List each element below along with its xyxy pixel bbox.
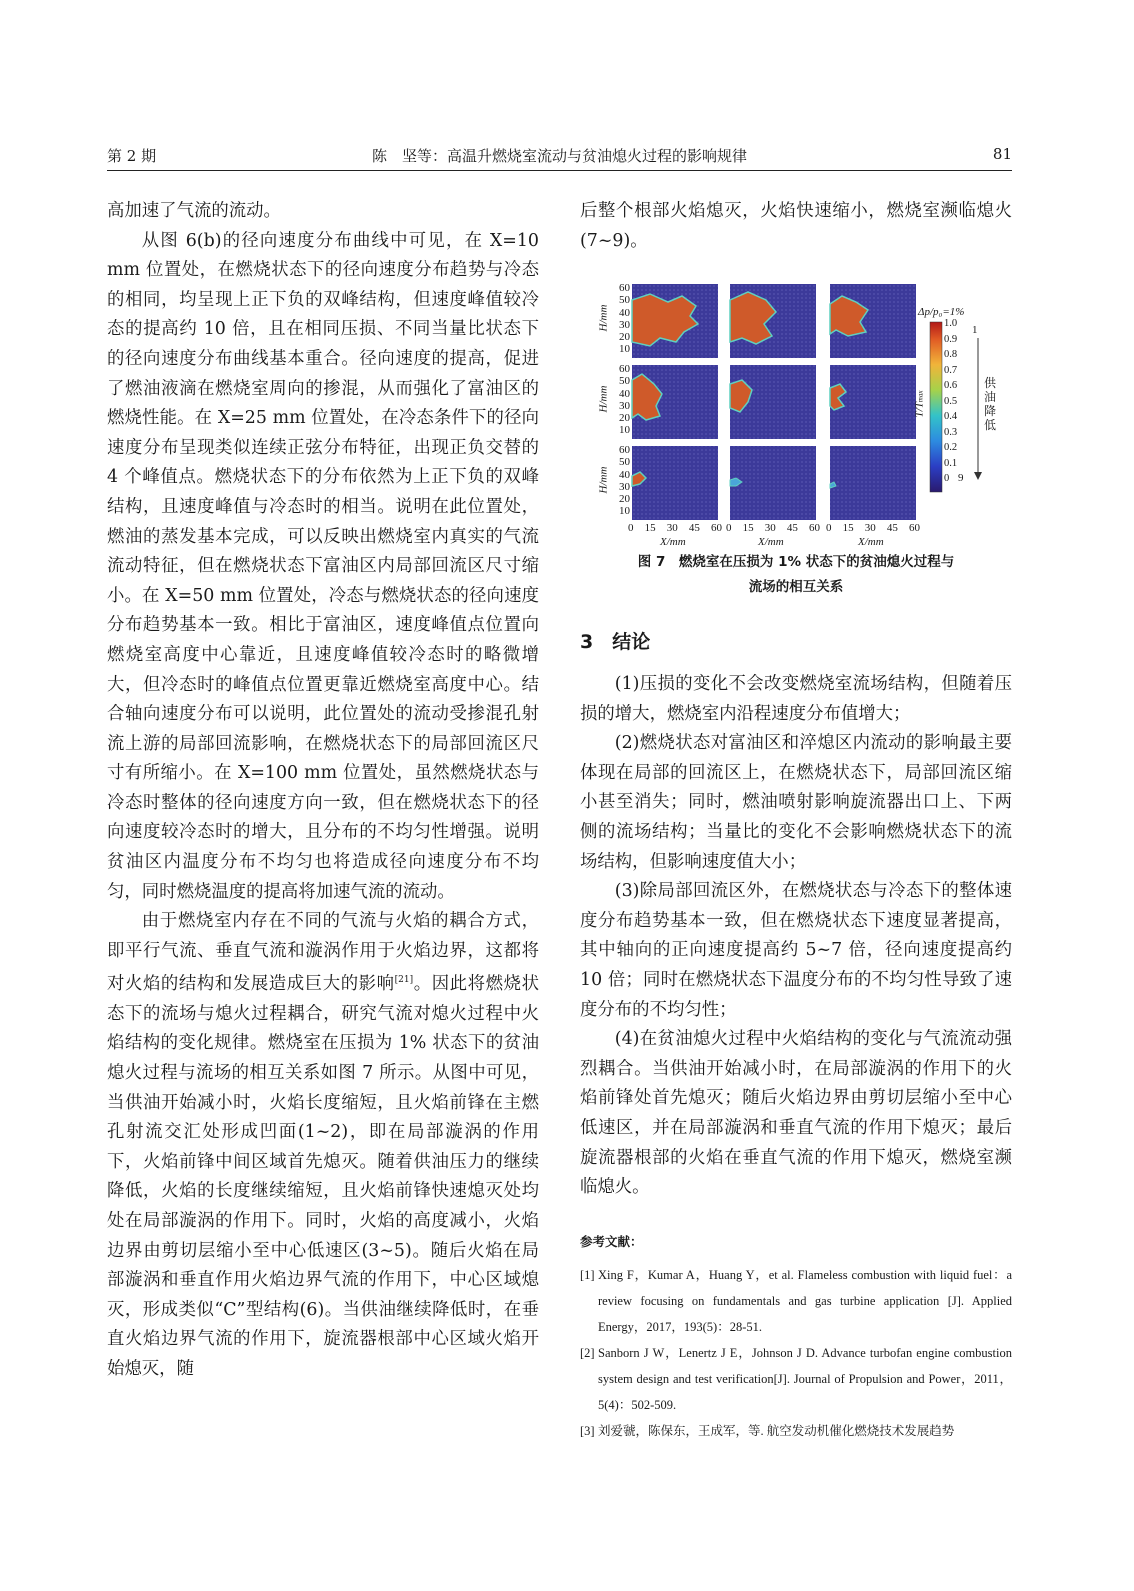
conclusion-item: (1)压损的变化不会改变燃烧室流场结构，但随着压损的增大，燃烧室内沿程速度分布值增大； xyxy=(580,674,1012,724)
y-tick: 20 xyxy=(619,493,630,506)
x-tick: 45 xyxy=(886,522,898,534)
x-tick: 45 xyxy=(786,522,798,534)
y-tick: 20 xyxy=(619,331,630,344)
x-tick: 0 xyxy=(826,522,832,534)
x-tick: 30 xyxy=(666,522,678,534)
x-axis-label: X/mm xyxy=(858,536,884,548)
panel-6 xyxy=(830,365,916,439)
section-title xyxy=(580,627,650,654)
y-tick: 50 xyxy=(619,456,630,469)
references-list xyxy=(580,1262,1012,1444)
reference-text: Sanborn J W，Lenertz J E，Johnson J D. Advance turbofan engine combustion system design and test verification[J]. Journal of Propulsion and Power，2011，5(4)：502-509. xyxy=(598,1346,1012,1412)
arrow-start-label: 1 xyxy=(972,324,978,336)
y-tick: 30 xyxy=(619,318,630,331)
arrow-end-label: 9 xyxy=(958,472,964,484)
reference-number: [3] xyxy=(580,1424,595,1438)
paragraph xyxy=(107,907,539,1384)
y-tick: 60 xyxy=(619,444,630,456)
header-rule xyxy=(107,170,1012,171)
conclusion-item: (4)在贫油熄火过程中火焰结构的变化与气流流动强烈耦合。当供油开始减小时，在局部漩涡的作用下的火焰前锋处首先熄灭；随后火焰边界由剪切层缩小至中心低速区，并在局部漩涡和垂直气流的作用下熄灭；最后旋流器根部的火焰在垂直气流的作用下熄灭，燃烧室濒临熄火。 xyxy=(580,1029,1012,1198)
colorbar-tick: 0.1 xyxy=(944,457,958,469)
running-head xyxy=(107,143,1012,169)
x-tick: 60 xyxy=(909,522,920,534)
panel-8 xyxy=(730,446,816,520)
panel-7 xyxy=(632,446,718,520)
reference-number: [2] xyxy=(580,1346,595,1360)
colorbar-tick: 0.7 xyxy=(944,364,958,376)
colorbar-ticks xyxy=(944,316,957,487)
y-tick: 10 xyxy=(619,505,630,518)
x-tick: 60 xyxy=(809,522,820,534)
y-tick: 40 xyxy=(619,387,630,400)
figure-caption xyxy=(580,550,1012,600)
x-axis-col-1 xyxy=(628,522,722,534)
colorbar-tick: 1.0 xyxy=(944,318,958,329)
caption-line: 流场的相互关系 xyxy=(748,579,844,595)
conclusions xyxy=(580,670,1012,1203)
x-tick: 0 xyxy=(726,522,732,534)
x-tick: 30 xyxy=(864,522,876,534)
page-number: 81 xyxy=(992,145,1012,163)
colorbar-tick: 0.6 xyxy=(944,380,958,391)
y-tick: 60 xyxy=(619,282,630,294)
colorbar-tick: 0 xyxy=(944,473,950,484)
y-axis-label: H/mm xyxy=(597,385,610,413)
colorbar-tick: 0.9 xyxy=(944,333,958,345)
reference-item xyxy=(580,1262,1012,1340)
arrow-head xyxy=(974,472,982,480)
y-axis-label: H/mm xyxy=(597,466,610,494)
x-axis-label: X/mm xyxy=(660,536,686,548)
paragraph-text: 。因此将燃烧状态下的流场与熄火过程耦合，研究气流对熄火过程中火焰结构的变化规律。燃烧室在压损为 1% 状态下的贫油熄火过程与流场的相互关系如图 7 所示。从图中可见，当供油开始减小时，火焰长度缩短，且火焰前锋在主燃孔射流交汇处形成凹面(1~2)，即在局部漩涡的作用下，火焰前锋中间区域首先熄灭。随着供油压力的继续降低，火焰的长度继续缩短，且火焰前锋快速熄灭处均处在局部漩涡的作用下。同时，火焰的高度减小，火焰边界由剪切层缩小至中心低速区(3~5)。随后火焰在局部漩涡和垂直作用火焰边界气流的作用下，中心区域熄灭，形成类似“C”型结构(6)。当供油继续降低时，在垂直火焰边界气流的作用下，旋流器根部中心区域火焰开始熄灭，随 xyxy=(107,974,539,1379)
arrow-label: 供油降低 xyxy=(984,376,997,432)
y-tick: 30 xyxy=(619,480,630,493)
paragraph: 后整个根部火焰熄灭，火焰快速缩小，燃烧室濒临熄火(7~9)。 xyxy=(580,201,1012,251)
colorbar-tick: 0.8 xyxy=(944,349,958,360)
y-tick: 40 xyxy=(619,468,630,481)
paragraph: 高加速了气流的流动。 xyxy=(107,201,281,221)
colorbar-tick: 0.5 xyxy=(944,395,958,407)
colorbar-label-main: T/T xyxy=(913,402,926,418)
y-tick: 60 xyxy=(619,363,630,375)
running-title: 陈 坚等：高温升燃烧室流动与贫油熄火过程的影响规律 xyxy=(371,147,747,165)
reference-item xyxy=(580,1340,1012,1418)
y-axis-label: H/mm xyxy=(597,304,610,332)
y-tick: 20 xyxy=(619,412,630,425)
x-tick: 15 xyxy=(644,522,656,534)
y-tick: 10 xyxy=(619,424,630,437)
y-axis-row-1 xyxy=(616,282,630,356)
x-axis-label: X/mm xyxy=(758,536,784,548)
y-axis-row-3 xyxy=(616,444,630,518)
right-column-top xyxy=(580,197,1012,256)
colorbar-label xyxy=(913,391,925,418)
x-axis-col-2 xyxy=(726,522,820,534)
x-tick: 60 xyxy=(711,522,722,534)
y-tick: 10 xyxy=(619,343,630,356)
references-title: 参考文献： xyxy=(580,1234,643,1249)
reference-text: 刘爱虢，陈保东，王成军，等. 航空发动机催化燃烧技术发展趋势 xyxy=(598,1424,955,1438)
panel-9 xyxy=(830,446,916,520)
conclusion-item: (2)燃烧状态对富油区和淬熄区内流动的影响最主要体现在局部的回流区上，在燃烧状态下，局部回流区缩小甚至消失；同时，燃油喷射影响旋流器出口上、下两侧的流场结构；当量比的变化不会影响燃烧状态下的流场结构，但影响速度值大小； xyxy=(580,733,1012,872)
caption-line: 图 7 燃烧室在压损为 1% 状态下的贫油熄火过程与 xyxy=(637,554,955,570)
colorbar xyxy=(930,322,942,492)
x-tick: 15 xyxy=(842,522,854,534)
conclusion-item: (3)除局部回流区外，在燃烧状态与冷态下的整体速度分布趋势基本一致，但在燃烧状态下速度显著提高，其中轴向的正向速度提高约 5~7 倍，径向速度提高约 10 倍；同时在燃烧状态下温度分布的不均匀性导致了速度分布的不均匀性； xyxy=(580,881,1012,1020)
x-tick: 15 xyxy=(742,522,754,534)
reference-number: [1] xyxy=(580,1268,595,1282)
colorbar-tick: 0.4 xyxy=(944,411,958,422)
paragraph-text: 由于燃烧室内存在不同的气流与火焰的耦合方式，即平行气流、垂直气流和漩涡作用于火焰边界，这都将对火焰的结构和发展造成巨大的影响 xyxy=(107,911,539,995)
x-axis-col-3 xyxy=(826,522,920,534)
y-axis-row-2 xyxy=(616,363,630,437)
x-tick: 30 xyxy=(764,522,776,534)
citation: [21] xyxy=(394,975,414,986)
issue-number: 第 2 期 xyxy=(107,147,157,165)
x-tick: 45 xyxy=(688,522,700,534)
reference-item xyxy=(580,1418,1012,1444)
y-tick: 50 xyxy=(619,294,630,307)
section-number: 3 xyxy=(580,631,594,653)
paragraph: 从图 6(b)的径向速度分布曲线中可见，在 X=10 mm 位置处，在燃烧状态下的径向速度分布趋势与冷态的相同，均呈现上正下负的双峰结构，但速度峰值较冷态的提高约 10 倍，且在相同压损、不同当量比状态下的径向速度分布曲线基本重合。径向速度的提高，促进了燃油液滴在燃烧室周向的掺混，从而强化了富油区的燃烧性能。在 X=25 mm 位置处，在冷态条件下的径向速度分布呈现类似连续正弦分布特征，出现正负交替的 4 个峰值点。燃烧状态下的分布依然为上正下负的双峰结构，且速度峰值与冷态时的相当。说明在此位置处，燃油的蒸发基本完成，可以反映出燃烧室内真实的气流流动特征，但在燃烧状态下富油区内局部回流区尺寸缩小。在 X=50 mm 位置处，冷态与燃烧状态的径向速度分布趋势基本一致。相比于富油区，速度峰值点位置向燃烧室高度中心靠近，且速度峰值较冷态时的略微增大，但冷态时的峰值点位置更靠近燃烧室高度中心。结合轴向速度分布可以说明，此位置处的流动受掺混孔射流上游的局部回流影响，在燃烧状态下的局部回流区尺寸有所缩小。在 X=100 mm 位置处，虽然燃烧状态与冷态时整体的径向速度方向一致，但在燃烧状态下的径向速度较冷态时的增大，且分布的不均匀性增强。说明贫油区内温度分布不均匀也将造成径向速度分布不均匀，同时燃烧温度的提高将加速气流的流动。 xyxy=(107,230,539,902)
y-tick: 30 xyxy=(619,399,630,412)
section-name: 结论 xyxy=(612,631,651,653)
colorbar-tick: 0.3 xyxy=(944,426,958,438)
y-tick: 40 xyxy=(619,306,630,319)
colorbar-title: Δp/p₀=1% xyxy=(918,306,965,318)
y-tick: 50 xyxy=(619,375,630,388)
reference-text: Xing F，Kumar A，Huang Y，et al. Flameless combustion with liquid fuel：a review focusing on fundamentals and gas turbine application [J]. Applied Energy，2017，193(5)：28-51. xyxy=(598,1268,1012,1334)
x-tick: 0 xyxy=(628,522,634,534)
left-column xyxy=(107,197,539,1385)
colorbar-tick: 0.2 xyxy=(944,442,958,453)
colorbar-label-sub: max xyxy=(916,390,925,403)
